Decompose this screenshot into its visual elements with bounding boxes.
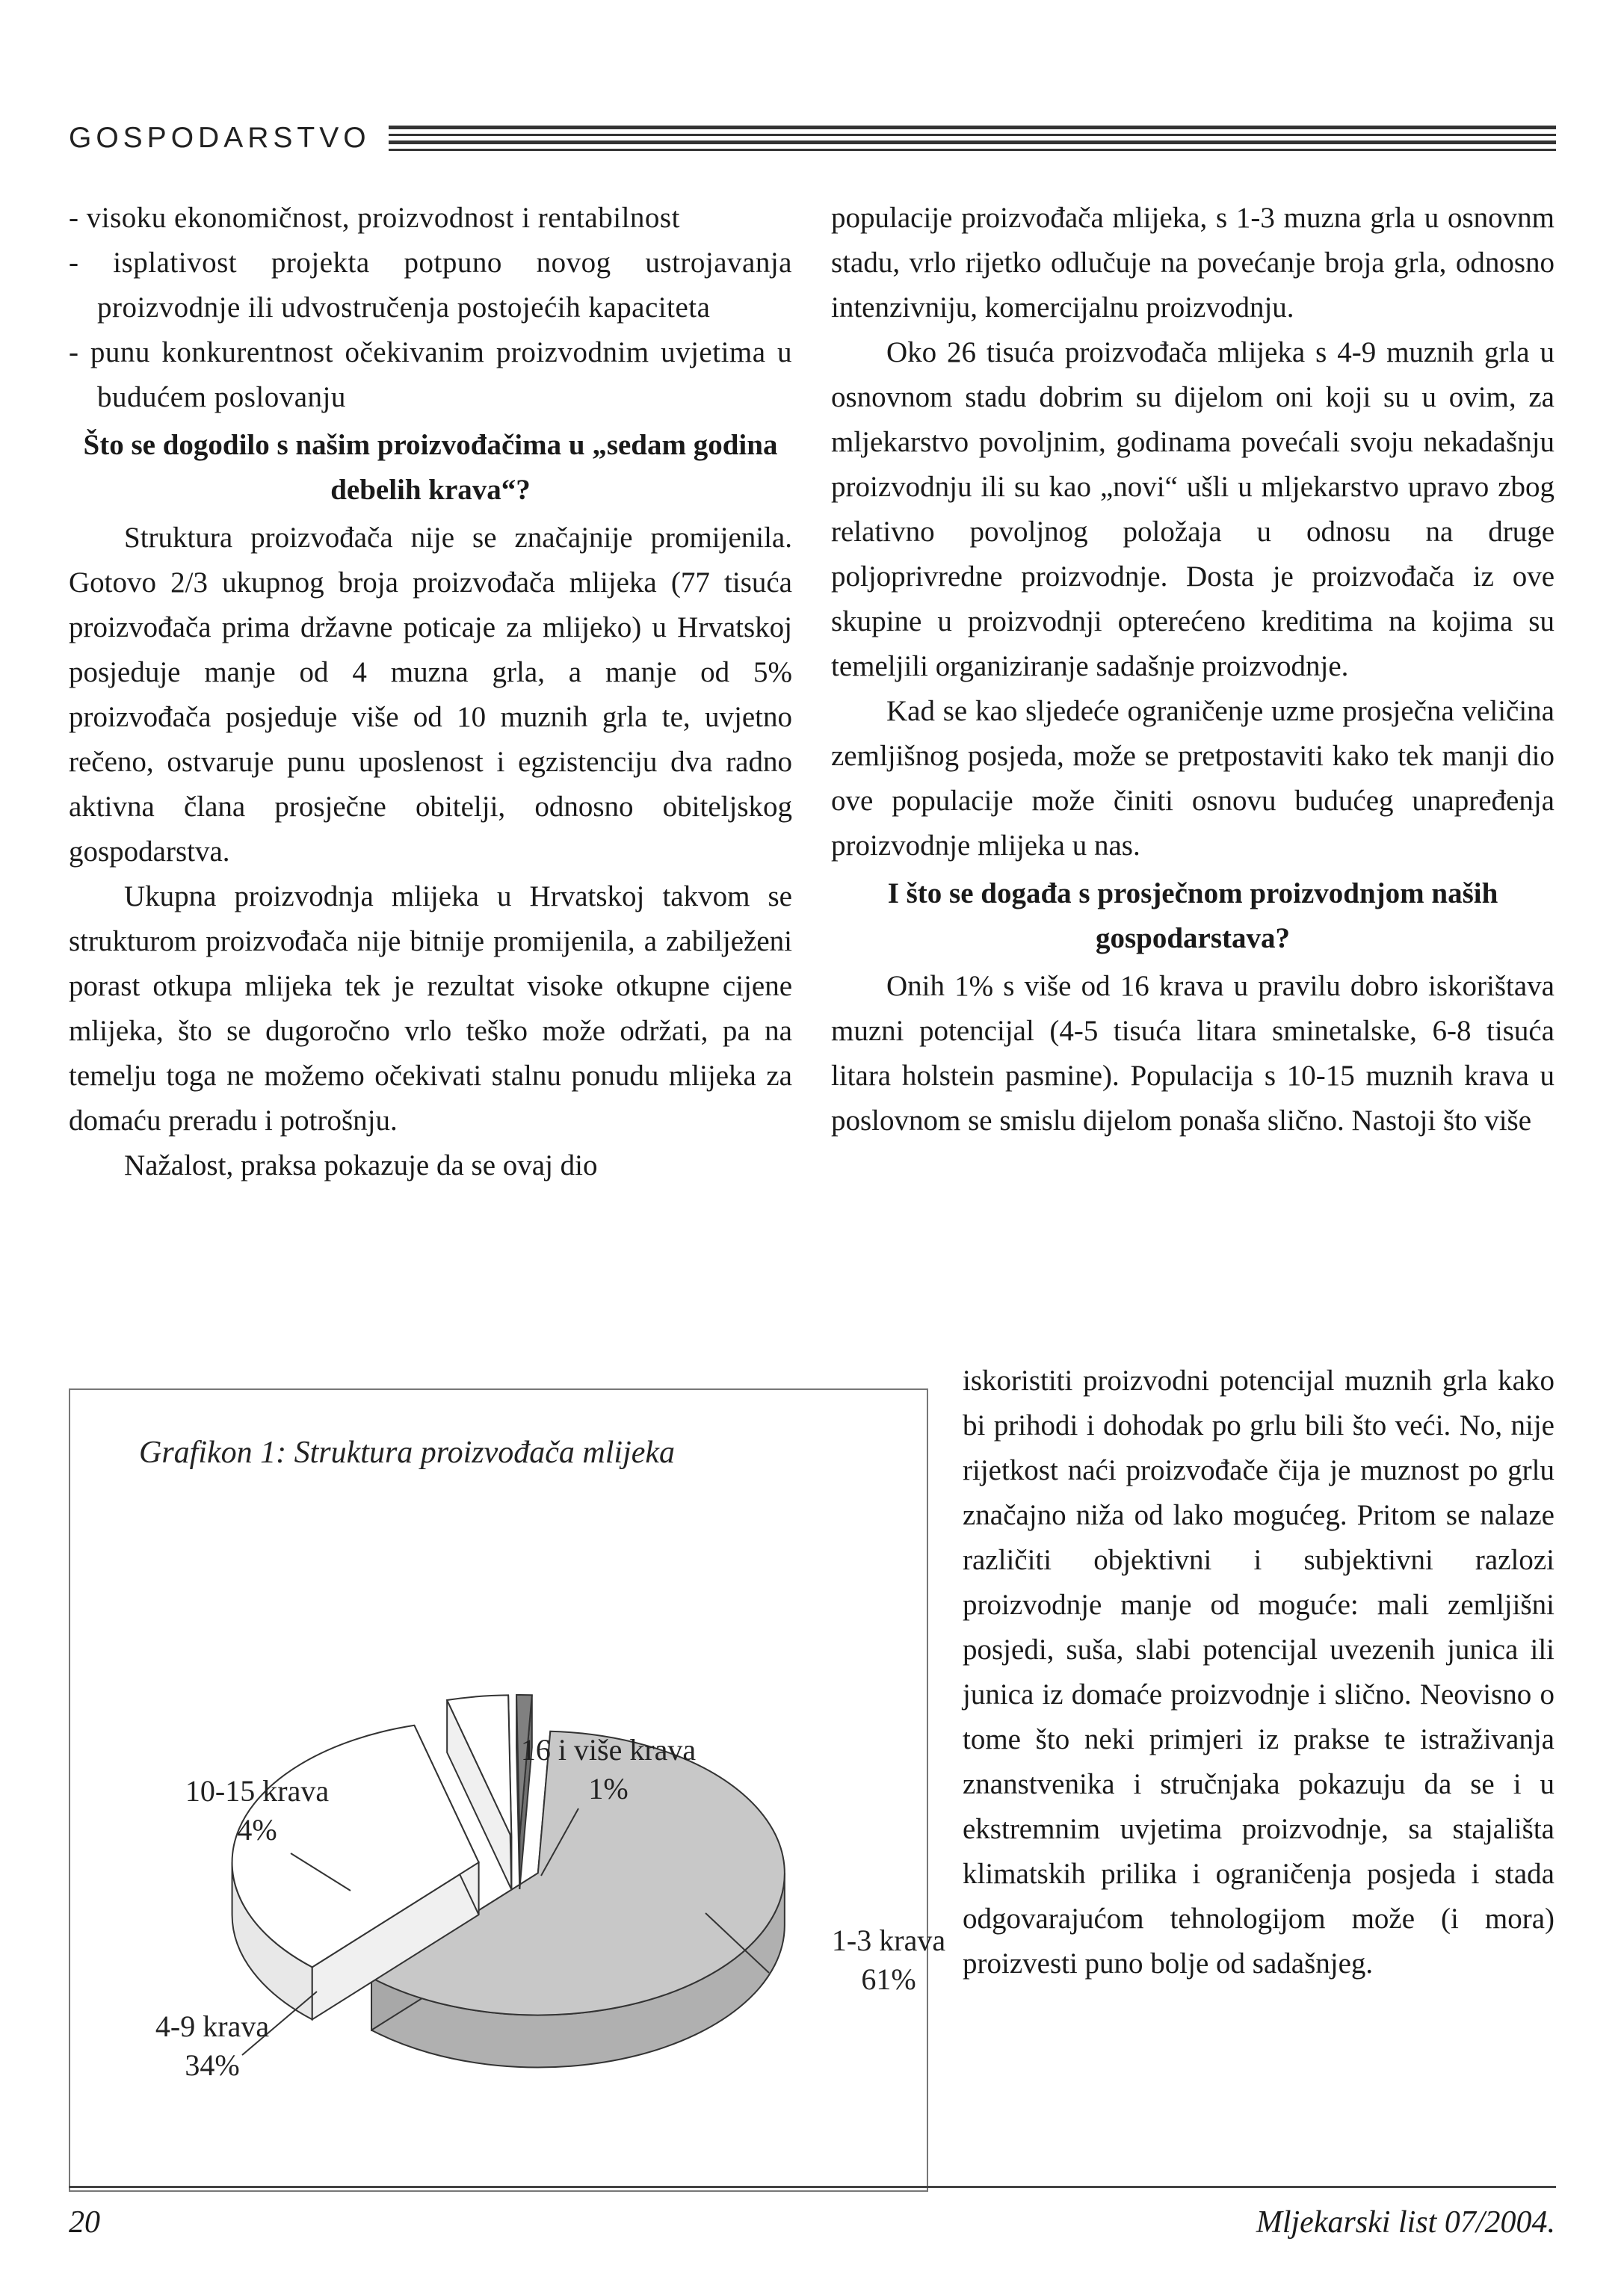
page-number: 20 (69, 2205, 100, 2240)
paragraph: populacije proizvođača mlijeka, s 1-3 muzna grla u osnovnm stadu, vrlo rijetko odlučuje na povećanje broja grla, odnosno intenzivniju, komercijalnu proizvodnju. (831, 202, 1554, 324)
left-column (69, 196, 792, 1188)
paragraph: iskoristiti proizvodni potencijal muznih grla kako bi prihodi i dohodak po grlu bili što veći. No, nije rijetkost naći proizvođače čija je muznost po grlu značajno niža od lako mogućeg. Pritom se nalaze različiti objektivni i subjektivni razlozi proizvodnje manje od moguće: mali zemljišni posjedi, suša, slabi potencijal uvezenih junica ili junica iz domaće proizvodnje i slično. Neovisno o tome što neki primjeri iz prakse te istraživanja znanstvenika i stručnjaka pokazuju da se i u ekstremnim uvjetima proizvodnje, sa stajališta klimatskih prilika i ograničenja posjeda i stada odgovarajućom tehnologijom može (i mora) proizvesti puno bolje od sadašnjeg. (963, 1365, 1554, 1980)
paragraph: Ukupna proizvodnja mlijeka u Hrvatskoj takvom se strukturom proizvođača nije bitnije promijenila, a zabilježeni porast otkupa mlijeka tek je rezultat visoke otkupne cijene mlijeka, što se dugoročno vrlo teško može održati, pa na temelju toga ne možemo očekivati stalnu ponudu mlijeka za domaću preradu i potrošnju. (69, 880, 792, 1137)
paragraph: Oko 26 tisuća proizvođača mlijeka s 4-9 muznih grla u osnovnom stadu dobrim su dijelom oni koji su u ovim, za mljekarstvo povoljnim, godinama povećali svoju nekadašnju proizvodnju ili su kao „novi“ ušli u mljekarstvo upravo zbog relativno povoljnog položaja u odnosu na druge poljoprivredne proizvodnje. Dosta je proizvođača iz ove skupine u proizvodnji opterećeno kreditima na kojima su temeljili organiziranje sadašnje proizvodnje. (831, 336, 1554, 682)
slice-label: 16 i više krava (520, 1733, 697, 1767)
bullet-item: - isplativost projekta potpuno novog ustrojavanja proizvodnje ili udvostručenja postojećih kapaciteta (69, 247, 792, 324)
section-heading: I što se događa s prosječnom proizvodnjom naših gospodarstava? (887, 877, 1498, 954)
section-title: GOSPODARSTVO (69, 122, 371, 154)
slice-value-label: 4% (237, 1813, 277, 1847)
slice-label: 1-3 krava (831, 1924, 946, 1957)
slice-value-label: 61% (861, 1962, 916, 1996)
slice-label: 4-9 krava (155, 2009, 270, 2043)
wrapped-text (963, 1359, 1554, 1986)
section-header (69, 112, 1556, 164)
paragraph: Nažalost, praksa pokazuje da se ovaj dio (124, 1149, 598, 1181)
bullet-item: - visoku ekonomičnost, proizvodnost i rentabilnost (69, 202, 680, 234)
journal-title: Mljekarski list 07/2004. (1256, 2205, 1555, 2240)
header-rule (389, 126, 1556, 151)
paragraph: Struktura proizvođača nije se značajnije promijenila. Gotovo 2/3 ukupnog broja proizvođača mlijeka (77 tisuća proizvođača prima državne poticaje za mlijeko) u Hrvatskoj posjeduje manje od 4 muzna grla, a manje od 5% proizvođača posjeduje više od 10 muznih grla te, uvjetno rečeno, ostvaruje punu uposlenost i egzistenciju dva radno aktivna člana prosječne obitelji, odnosno obiteljskog gospodarstva. (69, 522, 792, 868)
footer-rule (69, 2186, 1556, 2188)
slice-label: 10-15 krava (185, 1774, 330, 1808)
right-column (831, 196, 1554, 1143)
paragraph: Kad se kao sljedeće ograničenje uzme prosječna veličina zemljišnog posjeda, može se pretpostaviti kako tek manji dio ove populacije može činiti osnovu budućeg unapređenja proizvodnje mlijeka u nas. (831, 695, 1554, 862)
slice-value-label: 34% (185, 2048, 240, 2082)
bullet-item: - punu konkurentnost očekivanim proizvodnim uvjetima u budućem poslovanju (69, 336, 792, 413)
slice-value-label: 1% (588, 1772, 629, 1805)
paragraph: Onih 1% s više od 16 krava u pravilu dobro iskorištava muzni potencijal (4-5 tisuća litara sminetalske, 6-8 tisuća litara holstein pasmine). Populacija s 10-15 muznih krava u poslovnom se smislu dijelom ponaša slično. Nastoji što više (831, 970, 1554, 1137)
pie-chart (70, 1390, 946, 2190)
section-heading: Što se dogodilo s našim proizvođačima u „sedam godina debelih krava“? (83, 429, 778, 506)
figure-box (69, 1388, 946, 2192)
chart-title: Grafikon 1: Struktura proizvođača mlijeka (139, 1436, 676, 1470)
